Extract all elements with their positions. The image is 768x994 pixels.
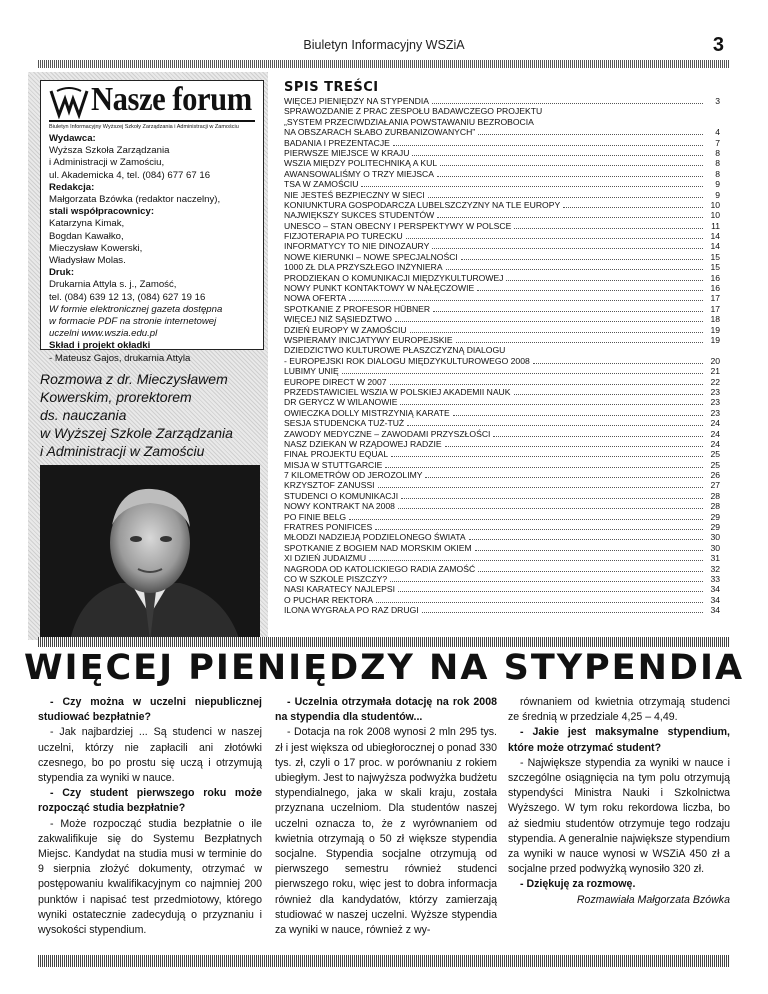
- toc-entry-page: 20: [710, 355, 720, 366]
- toc-dot-leader: [461, 252, 703, 260]
- toc-entry[interactable]: [284, 356, 720, 366]
- masthead-line: w formacie PDF na stronie internetowej: [49, 316, 217, 328]
- toc-entry-page: 9: [715, 179, 720, 190]
- wszia-emblem-icon: [49, 87, 89, 119]
- toc-entry-page: 25: [710, 459, 720, 470]
- toc-entry[interactable]: SPRAWOZDANIE Z PRAC ZESPOŁU BADAWCZEGO PROJEKTU: [284, 106, 543, 117]
- toc-entry-title: STUDENCI O KOMUNIKACJI: [284, 490, 399, 501]
- toc-dot-leader: [437, 169, 703, 177]
- toc-entry-title: KONIUNKTURA GOSPODARCZA LUBELSZCZYZNY NA TLE EUROPY: [284, 199, 561, 210]
- table-of-contents: [284, 96, 720, 616]
- interview-intro-line: i Administracji w Zamościu: [40, 443, 205, 459]
- toc-dot-leader: [369, 553, 703, 561]
- toc-entry-page: 24: [710, 428, 720, 439]
- toc-entry[interactable]: [284, 543, 720, 553]
- toc-entry[interactable]: [284, 200, 720, 210]
- toc-entry-title: NIE JESTEŚ BEZPIECZNY W SIECI: [284, 189, 425, 200]
- toc-entry-title: MISJA W STUTTGARCIE: [284, 459, 383, 470]
- toc-entry-title: EUROPE DIRECT W 2007: [284, 376, 387, 387]
- toc-entry-title: NASZ DZIEKAN W RZĄDOWEJ RADZIE: [284, 438, 442, 449]
- toc-dot-leader: [453, 408, 703, 416]
- article-column-1: [38, 695, 262, 938]
- toc-entry-title: WSZIA MIĘDZY POLITECHNIKĄ A KUL: [284, 158, 438, 169]
- toc-entry-title: XI DZIEŃ JUDAIZMU: [284, 553, 367, 564]
- toc-entry[interactable]: [284, 262, 720, 272]
- toc-entry-title: FINAŁ PROJEKTU EQUAL: [284, 449, 389, 460]
- toc-entry-page: 22: [710, 376, 720, 387]
- toc-dot-leader: [433, 304, 703, 312]
- toc-dot-leader: [390, 377, 703, 385]
- toc-entry[interactable]: [284, 252, 720, 262]
- toc-entry-page: 15: [710, 251, 720, 262]
- toc-entry-page: 24: [710, 438, 720, 449]
- toc-entry-page: 4: [715, 127, 720, 138]
- toc-entry[interactable]: [284, 397, 720, 407]
- toc-entry[interactable]: [284, 138, 720, 148]
- toc-entry-page: 10: [710, 210, 720, 221]
- toc-entry-page: 14: [710, 231, 720, 242]
- toc-entry-page: 21: [710, 366, 720, 377]
- toc-entry-title: DR GERYCZ W WILANOWIE: [284, 397, 398, 408]
- toc-entry-page: 29: [710, 511, 720, 522]
- toc-dot-leader: [401, 491, 703, 499]
- toc-entry-title: DZIEŃ EUROPY W ZAMOŚCIU: [284, 324, 407, 335]
- toc-dot-leader: [446, 262, 703, 270]
- interview-answer: - Może rozpocząć studia bezpłatnie o ile zakwalifikuje się do Systemu Bezpłatnych Miejsc. Kandydat na studia musi w terminie do 9 sierpnia złożyć dokumenty, otrzymać w postępowaniu kwalifikacyjnym co najmniej 200 punktów i napisać test przedmiotowy, którego wyniki ostatecznie zadecydują o przyznaniu i wysokości stypendium.: [38, 817, 262, 937]
- toc-entry-page: 15: [710, 262, 720, 273]
- interview-intro-line: w Wyższej Szkole Zarządzania: [40, 425, 233, 441]
- toc-entry-title: PIERWSZE MIEJSCE W KRAJU: [284, 147, 410, 158]
- masthead-line: i Administracji w Zamościu,: [49, 157, 165, 169]
- toc-entry-page: 34: [710, 605, 720, 616]
- masthead-line: tel. (084) 639 12 13, (084) 627 19 16: [49, 291, 206, 303]
- toc-dot-leader: [506, 273, 703, 281]
- masthead-line: Druk:: [49, 267, 75, 279]
- bottom-divider: [38, 955, 730, 967]
- toc-entry-title: CO W SZKOLE PISZCZY?: [284, 573, 388, 584]
- page-header: [0, 34, 768, 56]
- masthead-line: Wyższa Szkoła Zarządzania: [49, 145, 170, 157]
- toc-entry[interactable]: [284, 449, 720, 459]
- interview-intro-line: Kowerskim, prorektorem: [40, 389, 192, 405]
- toc-dot-leader: [493, 429, 703, 437]
- toc-dot-leader: [410, 325, 703, 333]
- toc-entry-page: 25: [710, 449, 720, 460]
- toc-entry[interactable]: [284, 439, 720, 449]
- masthead-line: Władysław Molas.: [49, 255, 126, 267]
- toc-entry-page: 23: [710, 397, 720, 408]
- toc-entry[interactable]: [284, 148, 720, 158]
- masthead-line: uczelni www.wszia.edu.pl: [49, 328, 158, 340]
- toc-entry-page: 26: [710, 470, 720, 481]
- interview-intro-line: ds. nauczania: [40, 407, 127, 423]
- toc-entry-title: - EUROPEJSKI ROK DIALOGU MIĘDZYKULTUROWEGO 2008: [284, 355, 530, 366]
- article-column-3: [508, 695, 730, 908]
- toc-entry-title: 1000 ZŁ DLA PRZYSZŁEGO INŻYNIERA: [284, 262, 443, 273]
- interview-answer: - Największe stypendia za wyniki w nauce i szczególne osiągnięcia na tym polu otrzymują stypendyści Ministra Nauki i Szkolnictwa Wyższego. W tym roku rekordowa liczba, bo aż siedmiu studentów otrzymuje tego rodzaju stypendia. A generalnie największe stypendium za wyniki w nauce wynosi w WSZiA 450 zł a socjalne przed podwyżką wynosiło 320 zł.: [508, 756, 730, 876]
- article-column-2: [275, 695, 497, 938]
- interview-intro-line: Rozmowa z dr. Mieczysławem: [40, 371, 228, 387]
- masthead-line: Bogdan Kawałko,: [49, 230, 124, 242]
- toc-entry[interactable]: [284, 408, 720, 418]
- masthead-line: Mieczysław Kowerski,: [49, 242, 143, 254]
- toc-dot-leader: [428, 190, 703, 198]
- toc-entry-title: BADANIA I PREZENTACJE: [284, 137, 390, 148]
- masthead-line: ul. Akademicka 4, tel. (084) 677 67 16: [49, 169, 211, 181]
- toc-dot-leader: [407, 418, 703, 426]
- toc-entry-page: 19: [710, 334, 720, 345]
- toc-entry-title: WIĘCEJ PIENIĘDZY NA STYPENDIA: [284, 96, 430, 106]
- toc-entry[interactable]: [284, 283, 720, 293]
- toc-dot-leader: [475, 543, 703, 551]
- toc-entry-page: 8: [715, 147, 720, 158]
- toc-entry[interactable]: [284, 377, 720, 387]
- toc-entry[interactable]: DZIEDZICTWO KULTUROWE PŁASZCZYZNĄ DIALOGU: [284, 345, 506, 356]
- toc-entry-title: PO FINIE BELG: [284, 511, 347, 522]
- masthead-box: [40, 80, 264, 364]
- toc-dot-leader: [432, 241, 703, 249]
- masthead-line: Redakcja:: [49, 181, 95, 193]
- toc-entry[interactable]: [284, 231, 720, 241]
- article-headline: WIĘCEJ PIENIĘDZY NA STYPENDIA: [23, 648, 745, 688]
- toc-entry-page: 10: [710, 199, 720, 210]
- toc-entry[interactable]: [284, 532, 720, 542]
- toc-dot-leader: [478, 127, 703, 135]
- toc-dot-leader: [391, 449, 703, 457]
- toc-dot-leader: [514, 221, 703, 229]
- toc-entry[interactable]: [284, 293, 720, 303]
- toc-entry[interactable]: [284, 595, 720, 605]
- toc-entry[interactable]: [284, 169, 720, 179]
- toc-entry-page: 33: [710, 573, 720, 584]
- toc-dot-leader: [437, 210, 703, 218]
- toc-entry-title: WSPIERAMY INICJATYWY EUROPEJSKIE: [284, 334, 453, 345]
- toc-dot-leader: [376, 595, 703, 603]
- toc-entry[interactable]: [284, 325, 720, 335]
- author-signature: Rozmawiała Małgorzata Bzówka: [576, 893, 730, 906]
- toc-entry-title: NOWA OFERTA: [284, 293, 347, 304]
- toc-dot-leader: [412, 148, 703, 156]
- toc-dot-leader: [563, 200, 703, 208]
- toc-entry[interactable]: [284, 210, 720, 220]
- toc-entry-page: 17: [710, 303, 720, 314]
- toc-entry-page: 18: [710, 314, 720, 325]
- toc-entry-title: LUBIMY UNIĘ: [284, 366, 339, 377]
- toc-entry-page: 31: [710, 553, 720, 564]
- toc-entry[interactable]: [284, 501, 720, 511]
- toc-dot-leader: [514, 387, 704, 395]
- masthead-line: - Mateusz Gajos, drukarnia Attyla: [49, 352, 191, 364]
- toc-entry[interactable]: „SYSTEM PRZECIWDZIAŁANIA POWSTAWANIU BEZROBOCIA: [284, 116, 534, 127]
- toc-dot-leader: [390, 574, 703, 582]
- toc-entry[interactable]: [284, 564, 720, 574]
- interview-question: - Czy student pierwszego roku może rozpocząć studia bezpłatnie?: [38, 787, 262, 815]
- toc-dot-leader: [422, 605, 703, 613]
- toc-entry[interactable]: [284, 460, 720, 470]
- masthead-line: stali współpracownicy:: [49, 206, 155, 218]
- toc-entry[interactable]: [284, 335, 720, 345]
- toc-entry-title: PRODZIEKAN O KOMUNIKACJI MIĘDZYKULTUROWEJ: [284, 272, 504, 283]
- interview-answer: równaniem od kwietnia otrzymają studenci ze średnią w przedziale 4,25 – 4,49.: [508, 696, 730, 724]
- toc-entry-title: FIZJOTERAPIA PO TURECKU: [284, 231, 403, 242]
- toc-entry[interactable]: [284, 127, 720, 137]
- toc-entry-page: 19: [710, 324, 720, 335]
- toc-entry-page: 29: [710, 522, 720, 533]
- toc-entry-title: NAJWIĘKSZY SUKCES STUDENTÓW: [284, 210, 435, 221]
- toc-entry-page: 8: [715, 158, 720, 169]
- toc-entry[interactable]: [284, 574, 720, 584]
- toc-entry-title: SPOTKANIE Z PROFESOR HÜBNER: [284, 303, 431, 314]
- toc-dot-leader: [477, 283, 703, 291]
- toc-dot-leader: [349, 293, 703, 301]
- toc-entry-page: 16: [710, 272, 720, 283]
- toc-entry[interactable]: [284, 273, 720, 283]
- interview-question: - Uczelnia otrzymała dotację na rok 2008 na stypendia dla studentów...: [275, 696, 497, 724]
- toc-entry-page: 7: [715, 137, 720, 148]
- toc-entry[interactable]: [284, 96, 720, 106]
- toc-entry[interactable]: [284, 241, 720, 251]
- toc-dot-leader: [398, 584, 703, 592]
- toc-entry-title: O PUCHAR REKTORA: [284, 594, 374, 605]
- logo: [49, 81, 255, 131]
- toc-entry[interactable]: [284, 221, 720, 231]
- toc-dot-leader: [469, 532, 703, 540]
- toc-entry[interactable]: [284, 314, 720, 324]
- toc-entry[interactable]: [284, 190, 720, 200]
- toc-entry-page: 11: [711, 220, 720, 231]
- toc-entry[interactable]: [284, 418, 720, 428]
- page-number: 3: [712, 34, 724, 56]
- toc-entry[interactable]: [284, 158, 720, 168]
- toc-entry-title: NOWY PUNKT KONTAKTOWY W NAŁĘCZOWIE: [284, 283, 475, 294]
- toc-dot-leader: [393, 138, 703, 146]
- toc-entry[interactable]: [284, 429, 720, 439]
- toc-entry[interactable]: [284, 605, 720, 615]
- toc-entry-title: NASI KARATECY NAJLEPSI: [284, 584, 395, 595]
- masthead-info: [49, 133, 222, 365]
- masthead-line: Skład i projekt okładki: [49, 340, 151, 352]
- toc-entry-page: 3: [715, 96, 720, 106]
- toc-entry-title: NA OBSZARACH SŁABO ZURBANIZOWANYCH”: [284, 127, 476, 138]
- toc-dot-leader: [425, 470, 703, 478]
- logo-underline: [49, 120, 255, 122]
- toc-dot-leader: [478, 564, 703, 572]
- interview-question: - Dziękuję za rozmowę.: [520, 878, 636, 891]
- toc-dot-leader: [395, 314, 703, 322]
- toc-entry[interactable]: [284, 470, 720, 480]
- toc-entry-page: 23: [710, 407, 720, 418]
- toc-entry-title: SPOTKANIE Z BOGIEM NAD MORSKIM OKIEM: [284, 542, 472, 553]
- masthead-line: Wydawca:: [49, 133, 96, 144]
- toc-entry-page: 14: [710, 241, 720, 252]
- toc-entry-page: 27: [710, 480, 720, 491]
- toc-entry[interactable]: [284, 387, 720, 397]
- toc-entry-title: SESJA STUDENCKA TUŻ-TUŻ: [284, 418, 405, 429]
- toc-entry-page: 34: [710, 584, 720, 595]
- toc-entry[interactable]: [284, 304, 720, 314]
- toc-dot-leader: [398, 501, 703, 509]
- toc-dot-leader: [361, 179, 703, 187]
- masthead-line: Małgorzata Bzówka (redaktor naczelny),: [49, 194, 221, 206]
- toc-entry[interactable]: [284, 366, 720, 376]
- toc-entry-title: ZAWODY MEDYCZNE – ZAWODAMI PRZYSZŁOŚCI: [284, 428, 491, 439]
- toc-entry-title: MŁODZI NADZIEJĄ PODZIELONEGO ŚWIATA: [284, 532, 466, 543]
- toc-entry-page: 28: [710, 490, 720, 501]
- interview-answer: - Dotacja na rok 2008 wynosi 2 mln 295 tys. zł i jest większa od ubiegłorocznej o ponad 330 tys. zł, czyli o 17 proc. w porównaniu z rokiem ubiegłym. Jest to najwyższa podwyżka budżetu stypendialnego, jaka w skali kraju, została przyznana uczelniom. Dla studentów naszej uczelni oznacza to, że z wyrównaniem od kwietnia otrzymają o 50 zł większe stypendia socjalne. Stypendia socjalne otrzymują od pierwszego semestru również studenci pierwszego roku, więc jest to dobra informacja również dla kandydatów, którzy zamierzają studiować w naszej uczelni. Wyższe stypendia za wyniki w nauce, również z wy-: [275, 726, 497, 937]
- toc-entry[interactable]: [284, 584, 720, 594]
- toc-entry-title: AWANSOWALIŚMY O TRZY MIEJSCA: [284, 168, 434, 179]
- logo-subtitle: Biuletyn Informacyjny Wyższej Szkoły Zarządzania i Administracji w Zamościu: [49, 124, 239, 130]
- interview-question: - Jakie jest maksymalne stypendium, które może otrzymać student?: [508, 726, 730, 754]
- interview-intro: [40, 370, 268, 460]
- toc-entry-title: WIĘCEJ NIŻ SĄSIEDZTWO: [284, 314, 392, 325]
- toc-entry-title: OWIECZKA DOLLY MISTRZYNIĄ KARATE: [284, 407, 450, 418]
- toc-entry-page: 28: [710, 501, 720, 512]
- toc-entry-title: KRZYSZTOF ZANUSSI: [284, 480, 375, 491]
- toc-entry-title: FRATRES PONIFICES: [284, 522, 373, 533]
- toc-entry-page: 23: [710, 386, 720, 397]
- toc-heading: SPIS TREŚCI: [284, 80, 379, 95]
- toc-entry-page: 32: [710, 563, 720, 574]
- toc-entry-page: 17: [710, 293, 720, 304]
- toc-entry-title: TSA W ZAMOŚCIU: [284, 179, 359, 190]
- toc-entry-title: INFORMATYCY TO NIE DINOZAURY: [284, 241, 430, 252]
- toc-dot-leader: [349, 512, 703, 520]
- toc-entry-title: ILONA WYGRAŁA PO RAZ DRUGI: [284, 605, 419, 616]
- toc-entry-title: UNESCO – STAN OBECNY I PERSPEKTYWY W POLSCE: [284, 220, 512, 231]
- toc-entry[interactable]: [284, 522, 720, 532]
- toc-dot-leader: [342, 366, 703, 374]
- toc-entry-title: NOWE KIERUNKI – NOWE SPECJALNOŚCI: [284, 251, 458, 262]
- interview-answer: - Jak najbardziej ... Są studenci w naszej uczelni, którzy nie zapłacili ani złotówki czesnego, bo po prostu się uczą i otrzymują stypendia za wyniki w nauce.: [38, 726, 262, 785]
- toc-entry-page: 34: [710, 594, 720, 605]
- toc-entry-page: 8: [715, 168, 720, 179]
- toc-entry-page: 16: [710, 283, 720, 294]
- toc-dot-leader: [406, 231, 703, 239]
- toc-entry-page: 9: [715, 189, 720, 200]
- toc-entry[interactable]: [284, 179, 720, 189]
- portrait-image: [40, 465, 260, 641]
- toc-dot-leader: [385, 460, 703, 468]
- toc-entry-page: 30: [710, 532, 720, 543]
- toc-entry-title: NAGRODA OD KATOLICKIEGO RADIA ZAMOŚĆ: [284, 563, 476, 574]
- toc-dot-leader: [378, 480, 703, 488]
- toc-entry-page: 24: [710, 418, 720, 429]
- toc-entry[interactable]: [284, 491, 720, 501]
- toc-entry-title: 7 KILOMETRÓW OD JEROZOLIMY: [284, 470, 423, 481]
- interview-question: - Czy można w uczelni niepublicznej studiować bezpłatnie?: [38, 696, 262, 724]
- toc-entry-title: PRZEDSTAWICIEL WSZIA W POLSKIEJ AKADEMII NAUK: [284, 386, 511, 397]
- toc-entry[interactable]: [284, 553, 720, 563]
- masthead-line: Katarzyna Kimak,: [49, 218, 125, 230]
- toc-entry[interactable]: [284, 512, 720, 522]
- toc-entry-title: NOWY KONTRAKT NA 2008: [284, 501, 395, 512]
- toc-dot-leader: [456, 335, 703, 343]
- toc-dot-leader: [440, 158, 703, 166]
- masthead-line: Drukarnia Attyla s. j., Zamość,: [49, 279, 177, 291]
- bulletin-title: Biuletyn Informacyjny WSZiA: [303, 38, 465, 52]
- masthead-line: W formie elektronicznej gazeta dostępna: [49, 303, 223, 315]
- toc-entry[interactable]: [284, 480, 720, 490]
- logo-title: Nasze forum: [91, 81, 252, 118]
- portrait-photo: [40, 465, 260, 641]
- toc-dot-leader: [445, 439, 703, 447]
- top-divider: [38, 60, 730, 68]
- middle-divider: [38, 637, 730, 647]
- toc-entry-page: 30: [710, 542, 720, 553]
- toc-dot-leader: [375, 522, 703, 530]
- toc-dot-leader: [533, 356, 703, 364]
- toc-dot-leader: [432, 96, 703, 104]
- toc-dot-leader: [400, 397, 703, 405]
